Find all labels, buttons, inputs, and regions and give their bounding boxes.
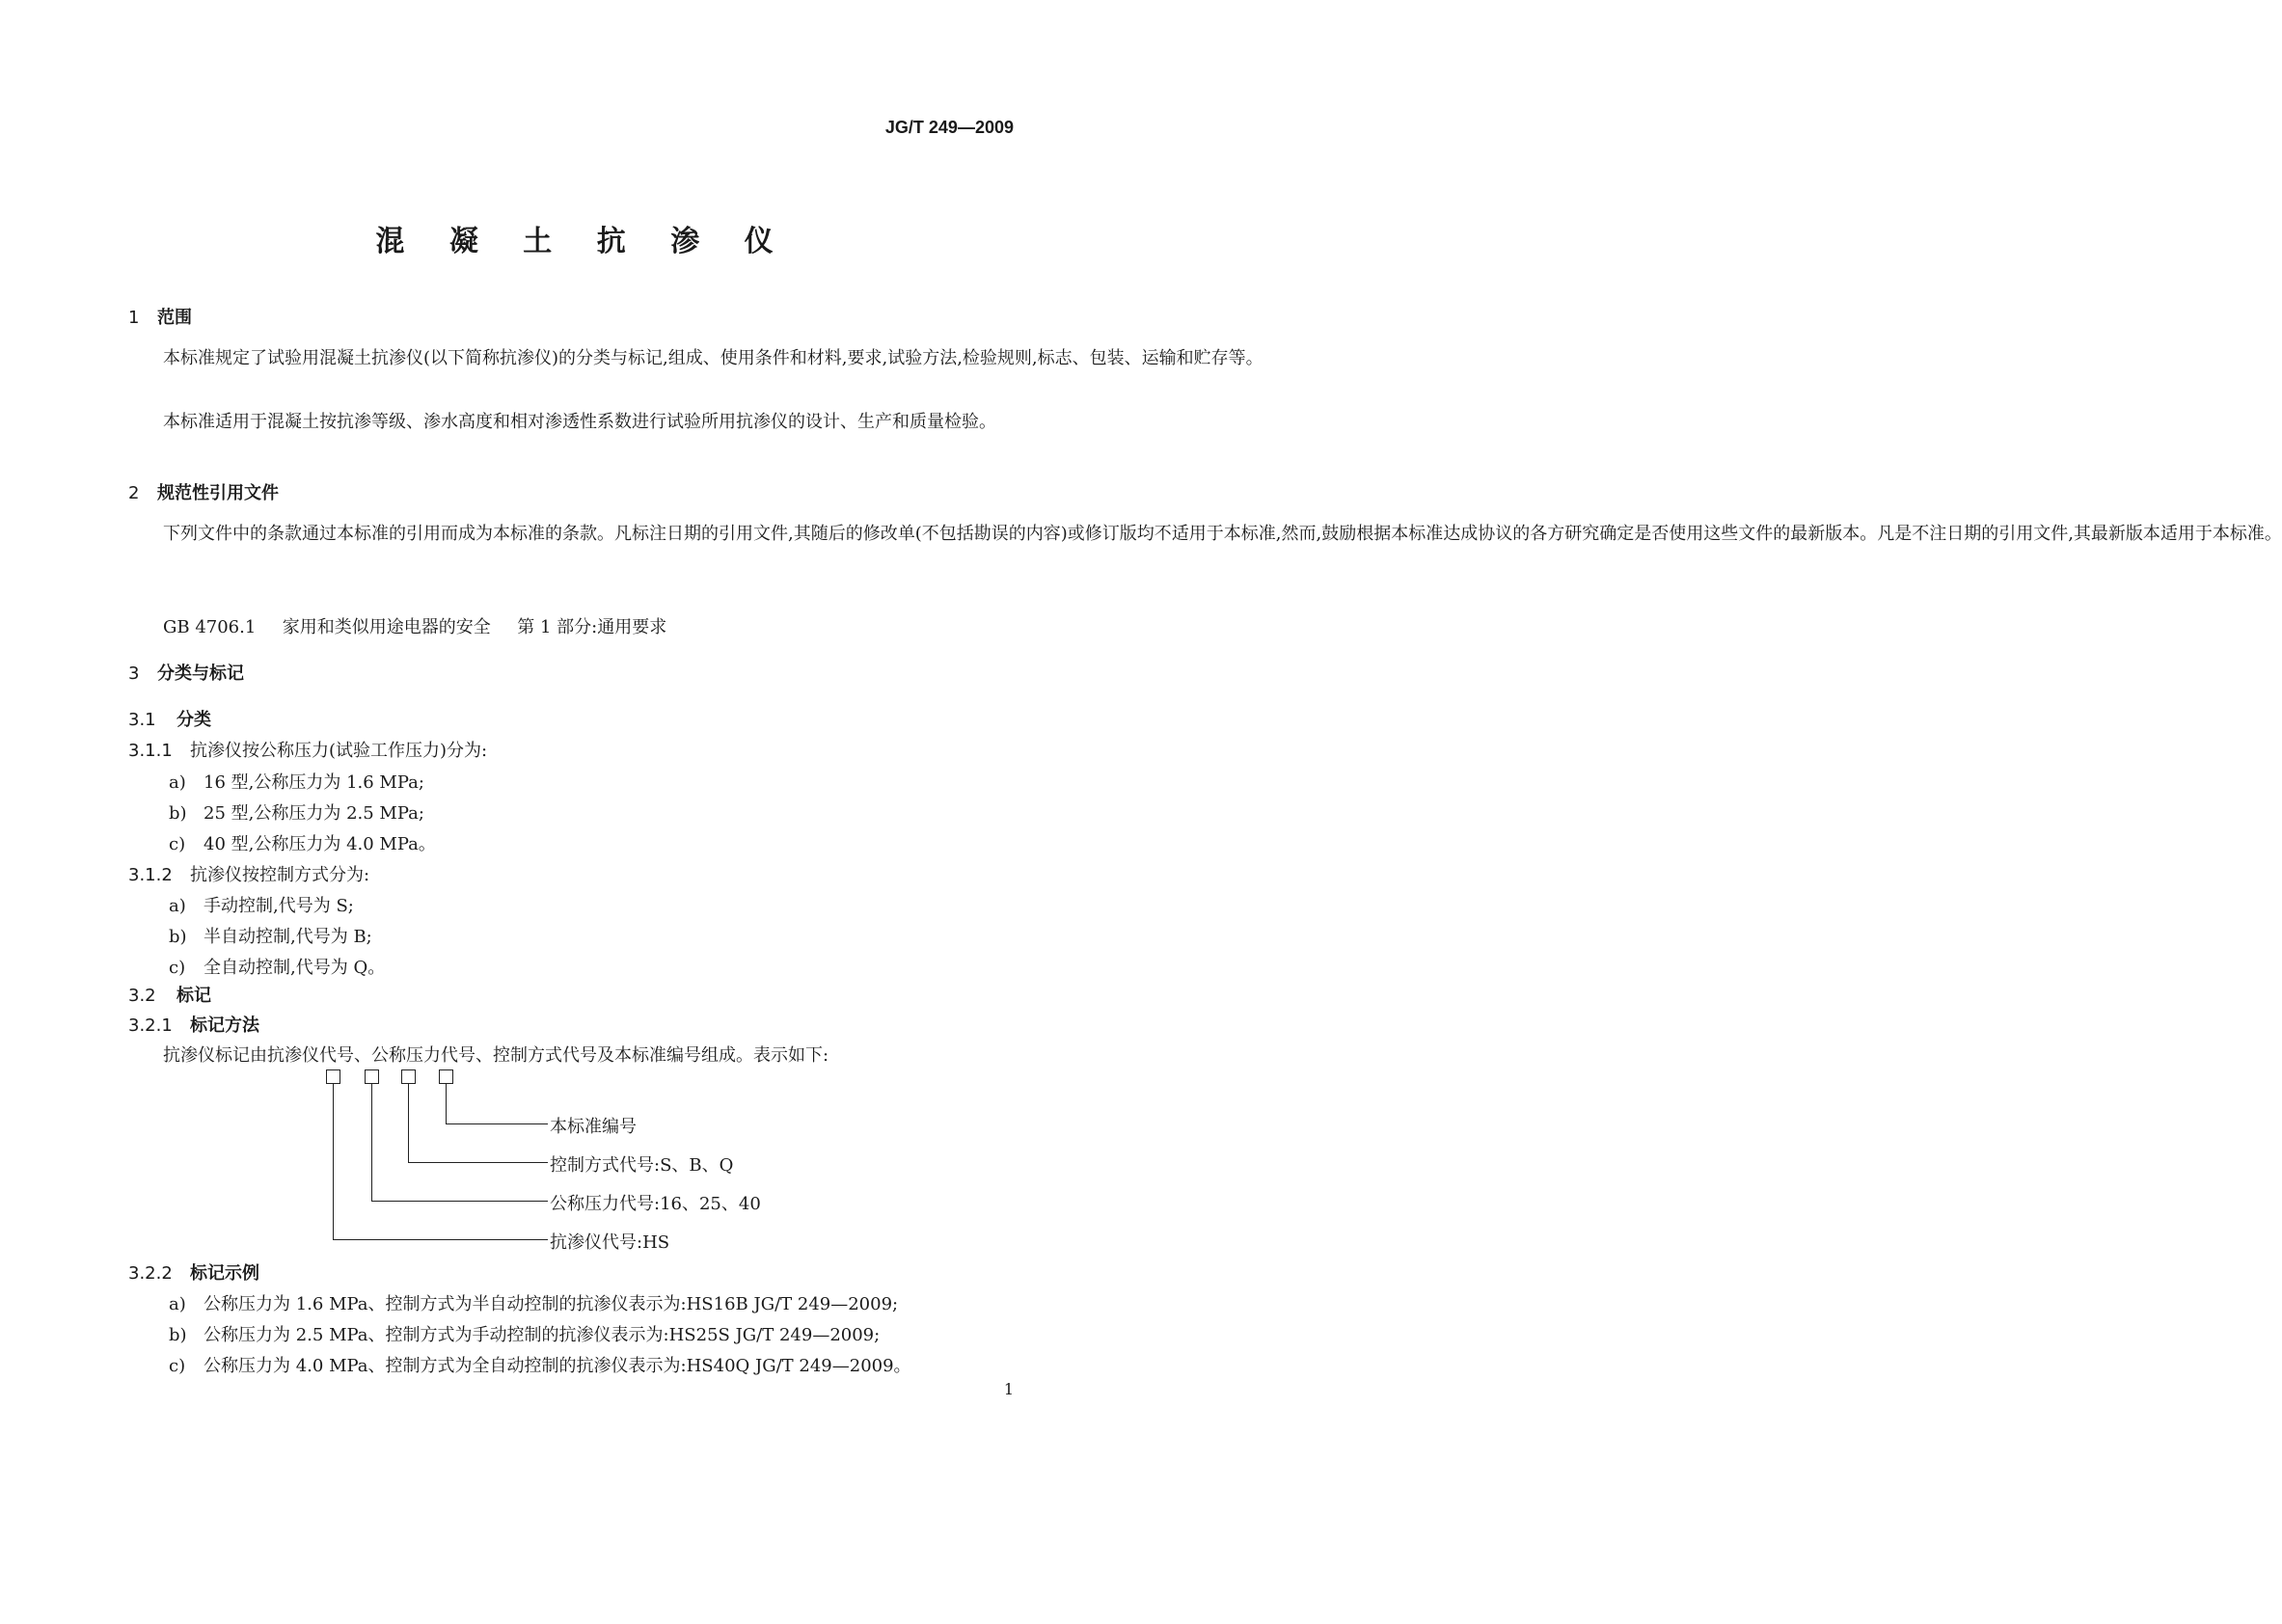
clause-text: 抗渗仪按公称压力(试验工作压力)分为: — [190, 741, 488, 761]
list-item: a) 手动控制,代号为 S; — [169, 896, 354, 916]
document-title: 混 凝 土 抗 渗 仪 — [375, 225, 791, 258]
section-2-paragraph-1: 下列文件中的条款通过本标准的引用而成为本标准的条款。凡标注日期的引用文件,其随后的修改单(不包括勘误的内容)或修订版均不适用于本标准,然而,鼓励根据本标准达成协议的各方研究确定是否使用这些文件的最新版本。凡是不注日期的引用文件,其最新版本适用于本标准。 — [163, 524, 2282, 544]
list-item: c) 40 型,公称压力为 4.0 MPa。 — [169, 834, 436, 854]
reference-title: 家用和类似用途电器的安全 — [282, 617, 491, 637]
section-1-heading — [128, 304, 192, 329]
page-number: 1 — [1003, 1380, 1014, 1398]
list-item: c) 全自动控制,代号为 Q。 — [169, 958, 386, 978]
standard-number: JG/T 249—2009 — [884, 118, 1014, 137]
clause-number: 3.1.1 — [128, 741, 173, 761]
leader-line — [333, 1239, 548, 1240]
label-pressure-code: 公称压力代号:16、25、40 — [550, 1194, 761, 1214]
section-1-paragraph-2: 本标准适用于混凝土按抗渗等级、渗水高度和相对渗透性系数进行试验所用抗渗仪的设计、生产和质量检验。 — [163, 412, 996, 432]
clause-text: 抗渗仪按控制方式分为: — [190, 865, 370, 885]
leader-line — [371, 1084, 372, 1201]
placeholder-box-4 — [439, 1069, 453, 1084]
leader-line — [408, 1162, 548, 1163]
section-3-2-2-heading: 3.2.2 标记示例 — [128, 1263, 259, 1284]
leader-line — [333, 1084, 334, 1239]
list-item: a) 16 型,公称压力为 1.6 MPa; — [169, 772, 424, 793]
leader-line — [446, 1123, 548, 1124]
section-1-paragraph-1: 本标准规定了试验用混凝土抗渗仪(以下简称抗渗仪)的分类与标记,组成、使用条件和材料,要求,试验方法,检验规则,标志、包装、运输和贮存等。 — [163, 348, 1263, 368]
section-3-2-heading: 3.2 标记 — [128, 986, 211, 1006]
section-title: 范围 — [157, 308, 192, 328]
section-3-1-heading: 3.1 分类 — [128, 710, 211, 730]
list-item: a) 公称压力为 1.6 MPa、控制方式为半自动控制的抗渗仪表示为:HS16B JG/T 249—2009; — [169, 1294, 899, 1314]
leader-line — [446, 1084, 447, 1123]
section-3-1-1 — [128, 737, 487, 762]
placeholder-box-3 — [401, 1069, 416, 1084]
leader-line — [408, 1084, 409, 1162]
marking-method-text: 抗渗仪标记由抗渗仪代号、公称压力代号、控制方式代号及本标准编号组成。表示如下: — [163, 1045, 829, 1066]
reference-part: 第 1 部分:通用要求 — [517, 617, 667, 637]
section-3-1-2 — [128, 861, 369, 886]
label-standard-number: 本标准编号 — [550, 1117, 637, 1137]
normative-reference — [163, 613, 666, 638]
section-number: 3 — [128, 663, 140, 684]
section-3-2-1-heading: 3.2.1 标记方法 — [128, 1015, 259, 1036]
section-2-heading — [128, 479, 279, 504]
section-number: 1 — [128, 308, 140, 328]
placeholder-box-1 — [326, 1069, 340, 1084]
list-item: b) 公称压力为 2.5 MPa、控制方式为手动控制的抗渗仪表示为:HS25S JG/T 249—2009; — [169, 1325, 881, 1345]
section-title: 规范性引用文件 — [157, 483, 279, 503]
list-item: b) 25 型,公称压力为 2.5 MPa; — [169, 803, 424, 824]
section-number: 2 — [128, 483, 140, 503]
section-title: 分类与标记 — [157, 663, 244, 684]
leader-line — [371, 1201, 548, 1202]
clause-number: 3.1.2 — [128, 865, 173, 885]
section-3-heading — [128, 660, 244, 685]
reference-code: GB 4706.1 — [163, 617, 257, 637]
list-item: c) 公称压力为 4.0 MPa、控制方式为全自动控制的抗渗仪表示为:HS40Q JG/T 249—2009。 — [169, 1356, 911, 1376]
label-control-code: 控制方式代号:S、B、Q — [550, 1155, 734, 1176]
label-device-code: 抗渗仪代号:HS — [550, 1232, 670, 1253]
placeholder-box-2 — [365, 1069, 379, 1084]
list-item: b) 半自动控制,代号为 B; — [169, 927, 372, 947]
